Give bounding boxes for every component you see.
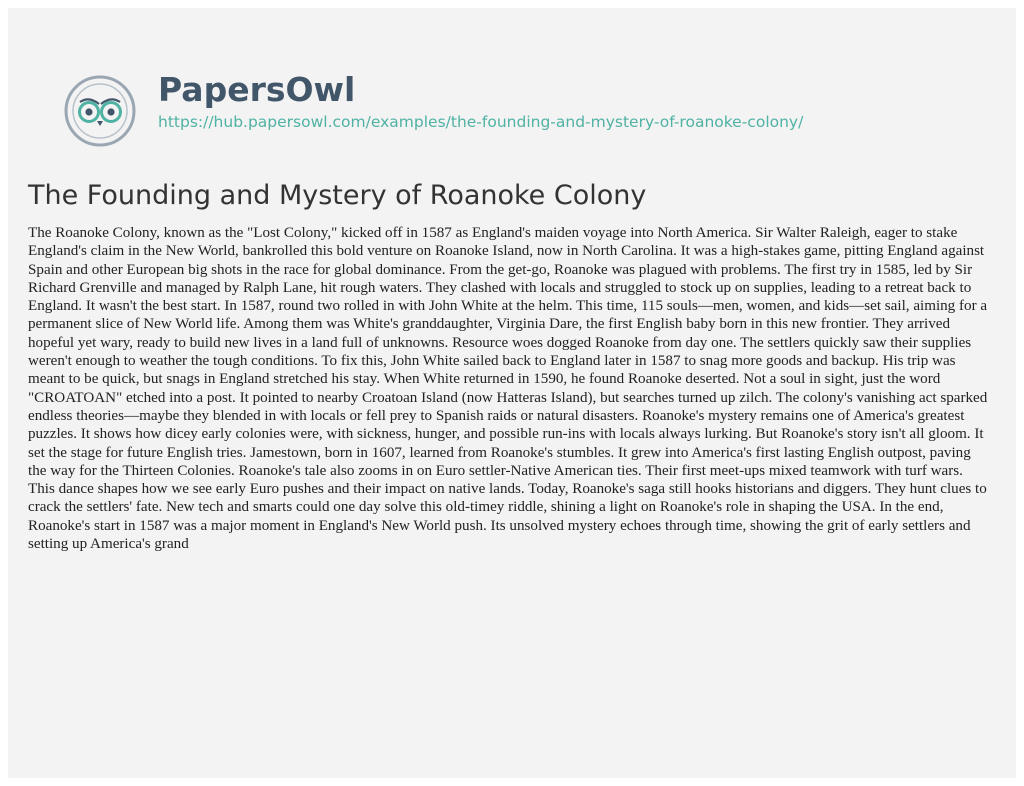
site-header	[63, 68, 1003, 148]
document-panel	[8, 8, 1016, 778]
brand-name[interactable]: PapersOwl	[158, 70, 356, 109]
page-url[interactable]: https://hub.papersowl.com/examples/the-founding-and-mystery-of-roanoke-colony/	[158, 113, 804, 131]
article-body: The Roanoke Colony, known as the "Lost Colony," kicked off in 1587 as England's maiden voyage into North America. Sir Walter Raleigh, eager to stake England's claim in the New World, bankrolled this bold venture on Roanoke Island, now in North Carolina. It was a high-stakes game, pitting England against Spain and other European big shots in the race for global dominance. From the get-go, Roanoke was plagued with problems. The first try in 1585, led by Sir Richard Grenville and managed by Ralph Lane, hit rough waters. They clashed with locals and struggled to stock up on supplies, leading to a retreat back to England. It wasn't the best start. In 1587, round two rolled in with John White at the helm. This time, 115 souls—men, women, and kids—set sail, aiming for a permanent slice of New World life. Among them was White's granddaughter, Virginia Dare, the first English baby born in this new frontier. They arrived hopeful yet wary, ready to build new lives in a land full of unknowns. Resource woes dogged Roanoke from day one. The settlers quickly saw their supplies weren't enough to weather the tough conditions. To fix this, John White sailed back to England later in 1587 to snag more goods and backup. His trip was meant to be quick, but snags in England stretched his stay. When White returned in 1590, he found Roanoke deserted. Not a soul in sight, just the word "CROATOAN" etched into a post. It pointed to nearby Croatoan Island (now Hatteras Island), but searches turned up zilch. The colony's vanishing act sparked endless theories—maybe they blended in with locals or fell prey to Spanish raids or natural disasters. Roanoke's mystery remains one of America's greatest puzzles. It shows how dicey early colonies were, with sickness, hunger, and possible run-ins with locals always lurking. But Roanoke's story isn't all gloom. It set the stage for future English tries. Jamestown, born in 1607, learned from Roanoke's stumbles. It grew into America's first lasting English outpost, paving the way for the Thirteen Colonies. Roanoke's tale also zooms in on Euro settler-Native American ties. Their first meet-ups mixed teamwork with turf wars. This dance shapes how we see early Euro pushes and their impact on native lands. Today, Roanoke's saga still hooks historians and diggers. They hunt clues to crack the settlers' fate. New tech and smarts could one day solve this old-timey riddle, shining a light on Roanoke's role in shaping the USA. In the end, Roanoke's start in 1587 was a major moment in England's New World push. Its unsolved mystery echoes through time, showing the grit of early settlers and setting up America's grand	[28, 225, 988, 553]
article-title: The Founding and Mystery of Roanoke Colony	[28, 180, 647, 211]
owl-logo-icon	[63, 74, 137, 148]
